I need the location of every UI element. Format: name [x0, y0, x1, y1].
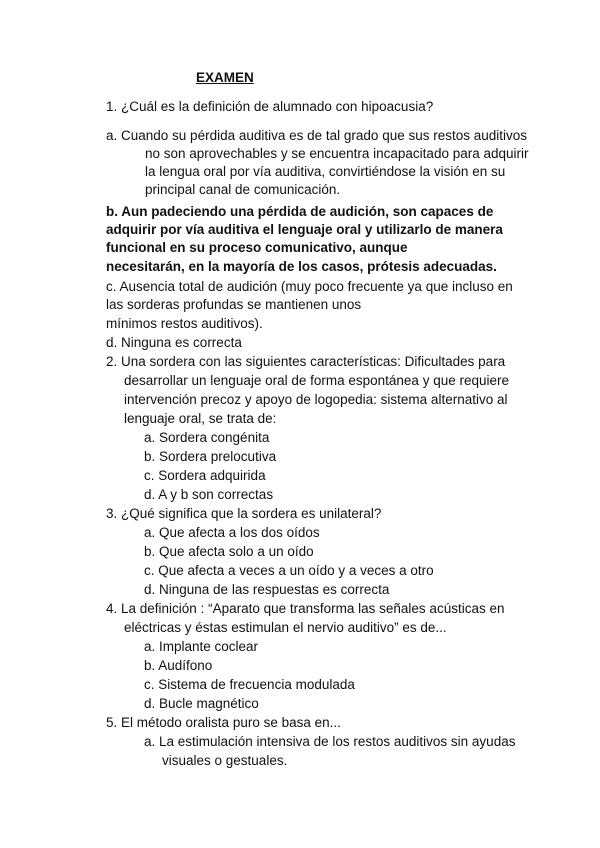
q2-option-a: a. Sordera congénita	[144, 430, 270, 445]
q1-option-a-line2: no son aprovechables y se encuentra incapacitado para adquirir	[145, 146, 529, 161]
question-2-line3: intervención precoz y apoyo de logopedia: sistema alternativo al	[124, 392, 508, 407]
q4-option-c: c. Sistema de frecuencia modulada	[144, 677, 355, 692]
q1-option-b-line4: necesitarán, en la mayoría de los casos, prótesis adecuadas.	[106, 259, 497, 274]
q1-option-b-line1: b. Aun padeciendo una pérdida de audición, son capaces de	[106, 204, 494, 219]
q4-option-b: b. Audífono	[144, 658, 213, 673]
q1-option-d: d. Ninguna es correcta	[106, 335, 242, 350]
q4-option-a: a. Implante coclear	[144, 639, 259, 654]
q2-option-d: d. A y b son correctas	[144, 487, 274, 502]
q1-option-a-line4: principal canal de comunicación.	[145, 182, 341, 197]
question-5: 5. El método oralista puro se basa en...	[106, 715, 341, 730]
q3-option-b: b. Que afecta solo a un oído	[144, 544, 314, 559]
q1-option-b-line2: adquirir por vía auditiva el lenguaje oral y utilizarlo de manera	[106, 222, 503, 237]
q1-option-c-line3: mínimos restos auditivos).	[106, 316, 263, 331]
page-title: EXAMEN	[196, 70, 254, 85]
q3-option-d: d. Ninguna de las respuestas es correcta	[144, 582, 390, 597]
q3-option-a: a. Que afecta a los dos oídos	[144, 525, 320, 540]
question-4-line1: 4. La definición : “Aparato que transforma las señales acústicas en	[106, 601, 505, 616]
q1-option-c-line1: c. Ausencia total de audición (muy poco frecuente ya que incluso en	[106, 279, 513, 294]
question-4-line2: eléctricas y éstas estimulan el nervio auditivo” es de...	[124, 620, 447, 635]
question-2-line2: desarrollar un lenguaje oral de forma espontánea y que requiere	[124, 373, 510, 388]
question-2-line1: 2. Una sordera con las siguientes características: Dificultades para	[106, 354, 506, 369]
q2-option-c: c. Sordera adquirida	[144, 468, 266, 483]
q1-option-a-line1: a. Cuando su pérdida auditiva es de tal grado que sus restos auditivos	[106, 128, 528, 143]
q3-option-c: c. Que afecta a veces a un oído y a veces a otro	[144, 563, 434, 578]
q5-option-a-line1: a. La estimulación intensiva de los restos auditivos sin ayudas	[144, 734, 516, 749]
q1-option-c-line2: las sorderas profundas se mantienen unos	[106, 297, 362, 312]
q1-option-a-line3: la lengua oral por vía auditiva, convirtiéndose la visión en su	[145, 164, 506, 179]
question-2-line4: lenguaje oral, se trata de:	[124, 411, 277, 426]
q5-option-a-line2: visuales o gestuales.	[162, 753, 288, 768]
q4-option-d: d. Bucle magnético	[144, 696, 259, 711]
q2-option-b: b. Sordera prelocutiva	[144, 449, 277, 464]
question-3: 3. ¿Qué significa que la sordera es unilateral?	[106, 506, 382, 521]
q1-option-b-line3: funcional en su proceso comunicativo, aunque	[106, 240, 408, 255]
question-1: 1. ¿Cuál es la definición de alumnado con hipoacusia?	[106, 99, 434, 114]
